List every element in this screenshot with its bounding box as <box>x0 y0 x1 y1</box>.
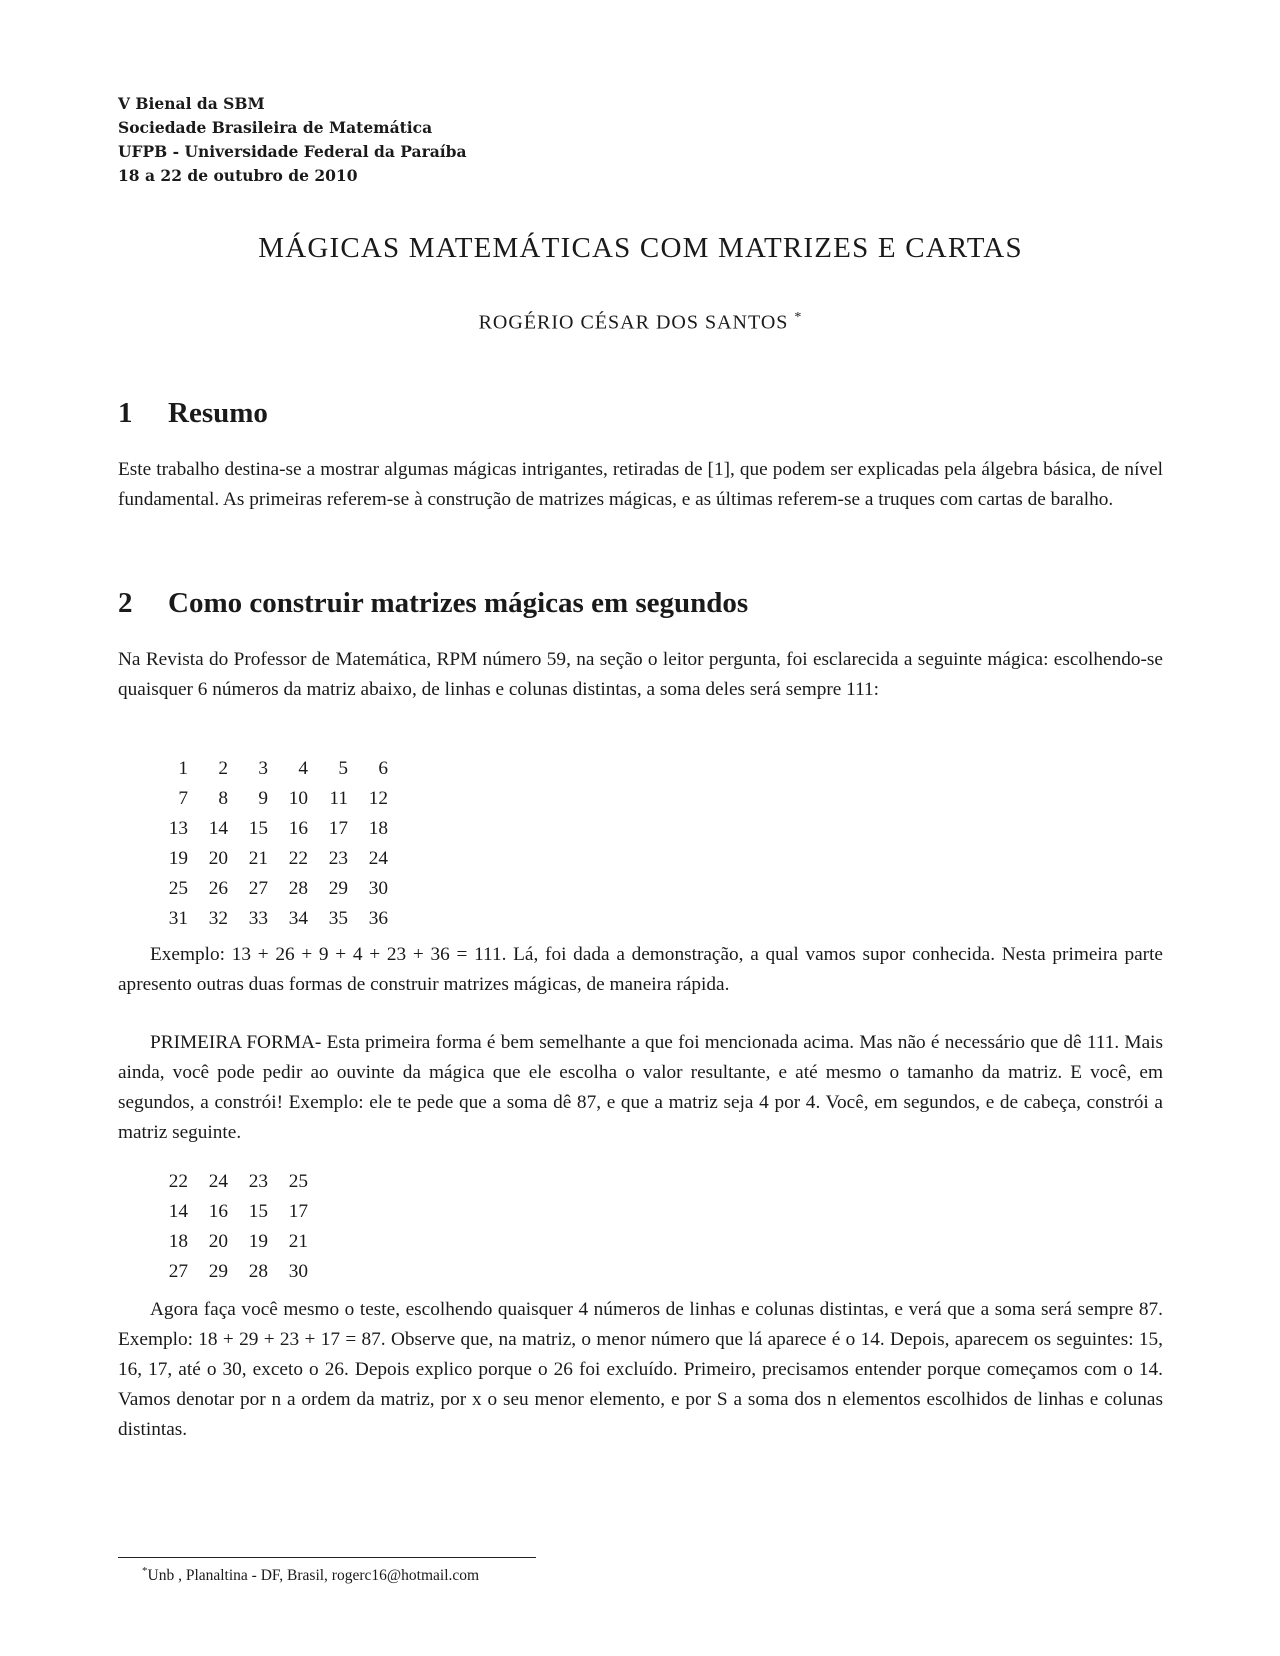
matrix-cell: 27 <box>248 878 268 899</box>
matrix-cell: 2 <box>218 758 228 779</box>
matrix-cell: 5 <box>338 758 348 779</box>
matrix-cell: 27 <box>168 1261 188 1282</box>
matrix-cell: 22 <box>288 848 308 869</box>
footnote <box>142 1565 479 1585</box>
matrix-cell: 1 <box>178 758 188 779</box>
matrix-row <box>148 784 388 814</box>
matrix-cell: 16 <box>208 1201 228 1222</box>
matrix-cell: 29 <box>328 878 348 899</box>
matrix-row <box>148 754 388 784</box>
author-line <box>118 310 1163 335</box>
abstract-paragraph: Este trabalho destina-se a mostrar algumas mágicas intrigantes, retiradas de [1], que podem ser explicadas pela álgebra básica, de nível fundamental. As primeiras referem-se à construção de matrizes mágicas, e as últimas referem-se a truques com cartas de baralho. <box>118 459 1163 510</box>
matrix-cell: 19 <box>168 848 188 869</box>
matrix-cell: 8 <box>218 788 228 809</box>
header-line: Sociedade Brasileira de Matemática <box>118 118 433 137</box>
matrix-cell: 31 <box>168 908 188 929</box>
matrix-cell: 36 <box>368 908 388 929</box>
author-footnote-mark: * <box>794 310 803 325</box>
footnote-mark: * <box>142 1565 148 1577</box>
matrix-cell: 15 <box>248 1201 268 1222</box>
primeira-forma-paragraph: PRIMEIRA FORMA- Esta primeira forma é bem semelhante a que foi mencionada acima. Mas não é necessário que dê 111. Mais ainda, você pode pedir ao ouvinte da mágica que ele escolha o valor resultante, e até mesmo o tamanho da matriz. E você, em segundos, a constrói! Exemplo: ele te pede que a soma dê 87, e que a matriz seja 4 por 4. Você, em segundos, e de cabeça, constrói a matriz seguinte. <box>118 1032 1163 1143</box>
section-title: Como construir matrizes mágicas em segundos <box>168 587 749 619</box>
matrix-cell: 21 <box>248 848 268 869</box>
matrix-4x4 <box>148 1167 308 1287</box>
matrix-cell: 18 <box>168 1231 188 1252</box>
section-number: 1 <box>118 397 133 429</box>
matrix-cell: 20 <box>208 848 228 869</box>
section-heading-resumo <box>118 397 268 430</box>
matrix-cell: 15 <box>248 818 268 839</box>
matrix-cell: 24 <box>368 848 388 869</box>
matrix-row <box>148 844 388 874</box>
matrix-row <box>148 1167 308 1197</box>
header-line: 18 a 22 de outubro de 2010 <box>118 166 358 185</box>
paper-title: MÁGICAS MATEMÁTICAS COM MATRIZES E CARTAS <box>258 232 1023 264</box>
matrix-cell: 29 <box>208 1261 228 1282</box>
matrix-cell: 23 <box>248 1171 268 1192</box>
matrix-row <box>148 1227 308 1257</box>
footnote-rule <box>118 1557 536 1558</box>
matrix-cell: 35 <box>328 908 348 929</box>
matrix-cell: 28 <box>288 878 308 899</box>
closing-paragraph: Agora faça você mesmo o teste, escolhendo quaisquer 4 números de linhas e colunas distintas, e verá que a soma será sempre 87. Exemplo: 18 + 29 + 23 + 17 = 87. Observe que, na matriz, o menor número que lá aparece é o 14. Depois, aparecem os seguintes: 15, 16, 17, até o 30, exceto o 26. Depois explico porque o 26 foi excluído. Primeiro, precisamos entender porque começamos com o 14. Vamos denotar por n a ordem da matriz, por x o seu menor elemento, e por S a soma dos n elementos escolhidos de linhas e colunas distintas. <box>118 1299 1163 1440</box>
matrix-cell: 12 <box>368 788 388 809</box>
matrix-row <box>148 1197 308 1227</box>
section-heading-matrizes <box>118 587 748 620</box>
matrix-cell: 24 <box>208 1171 228 1192</box>
matrix-cell: 25 <box>288 1171 308 1192</box>
matrix-cell: 17 <box>288 1201 308 1222</box>
example-paragraph: Exemplo: 13 + 26 + 9 + 4 + 23 + 36 = 111. Lá, foi dada a demonstração, a qual vamos supor conhecida. Nesta primeira parte apresento outras duas formas de construir matrizes mágicas, de maneira rápida. <box>118 944 1163 995</box>
matrix-cell: 33 <box>248 908 268 929</box>
matrix-cell: 22 <box>168 1171 188 1192</box>
author-name: ROGÉRIO CÉSAR DOS SANTOS <box>478 311 789 334</box>
header-line: UFPB - Universidade Federal da Paraíba <box>118 142 467 161</box>
matrix-cell: 20 <box>208 1231 228 1252</box>
paper-page <box>118 92 1163 1585</box>
matrix-cell: 34 <box>288 908 308 929</box>
matrix-cell: 30 <box>288 1261 308 1282</box>
matrix-row <box>148 874 388 904</box>
matrix-cell: 17 <box>328 818 348 839</box>
matrix-cell: 32 <box>208 908 228 929</box>
matrix-cell: 7 <box>178 788 188 809</box>
header-line: V Bienal da SBM <box>118 94 265 113</box>
matrix-cell: 19 <box>248 1231 268 1252</box>
matrix-cell: 21 <box>288 1231 308 1252</box>
matrix-row <box>148 904 388 934</box>
matrix-row <box>148 814 388 844</box>
matrix-cell: 16 <box>288 818 308 839</box>
matrix-cell: 30 <box>368 878 388 899</box>
matrix-cell: 10 <box>288 788 308 809</box>
matrix-cell: 4 <box>298 758 308 779</box>
matrix-cell: 25 <box>168 878 188 899</box>
matrix-cell: 13 <box>168 818 188 839</box>
matrix-cell: 11 <box>329 788 348 809</box>
matrix-cell: 14 <box>168 1201 188 1222</box>
footnote-text: Unb , Planaltina - DF, Brasil, rogerc16@hotmail.com <box>147 1567 480 1585</box>
matrix-cell: 6 <box>378 758 388 779</box>
conference-header <box>118 92 1163 188</box>
matrix-cell: 3 <box>258 758 268 779</box>
section-number: 2 <box>118 587 133 619</box>
matrix-row <box>148 1257 308 1287</box>
matrix-cell: 9 <box>258 788 268 809</box>
matrix-cell: 26 <box>208 878 228 899</box>
matrix-cell: 14 <box>208 818 228 839</box>
matrix-cell: 18 <box>368 818 388 839</box>
section-title: Resumo <box>168 397 268 429</box>
matrix-6x6 <box>148 754 388 934</box>
matrix-cell: 28 <box>248 1261 268 1282</box>
section-intro-paragraph: Na Revista do Professor de Matemática, RPM número 59, na seção o leitor pergunta, foi esclarecida a seguinte mágica: escolhendo-se quaisquer 6 números da matriz abaixo, de linhas e colunas distintas, a soma deles será sempre 111: <box>118 649 1163 700</box>
matrix-cell: 23 <box>328 848 348 869</box>
